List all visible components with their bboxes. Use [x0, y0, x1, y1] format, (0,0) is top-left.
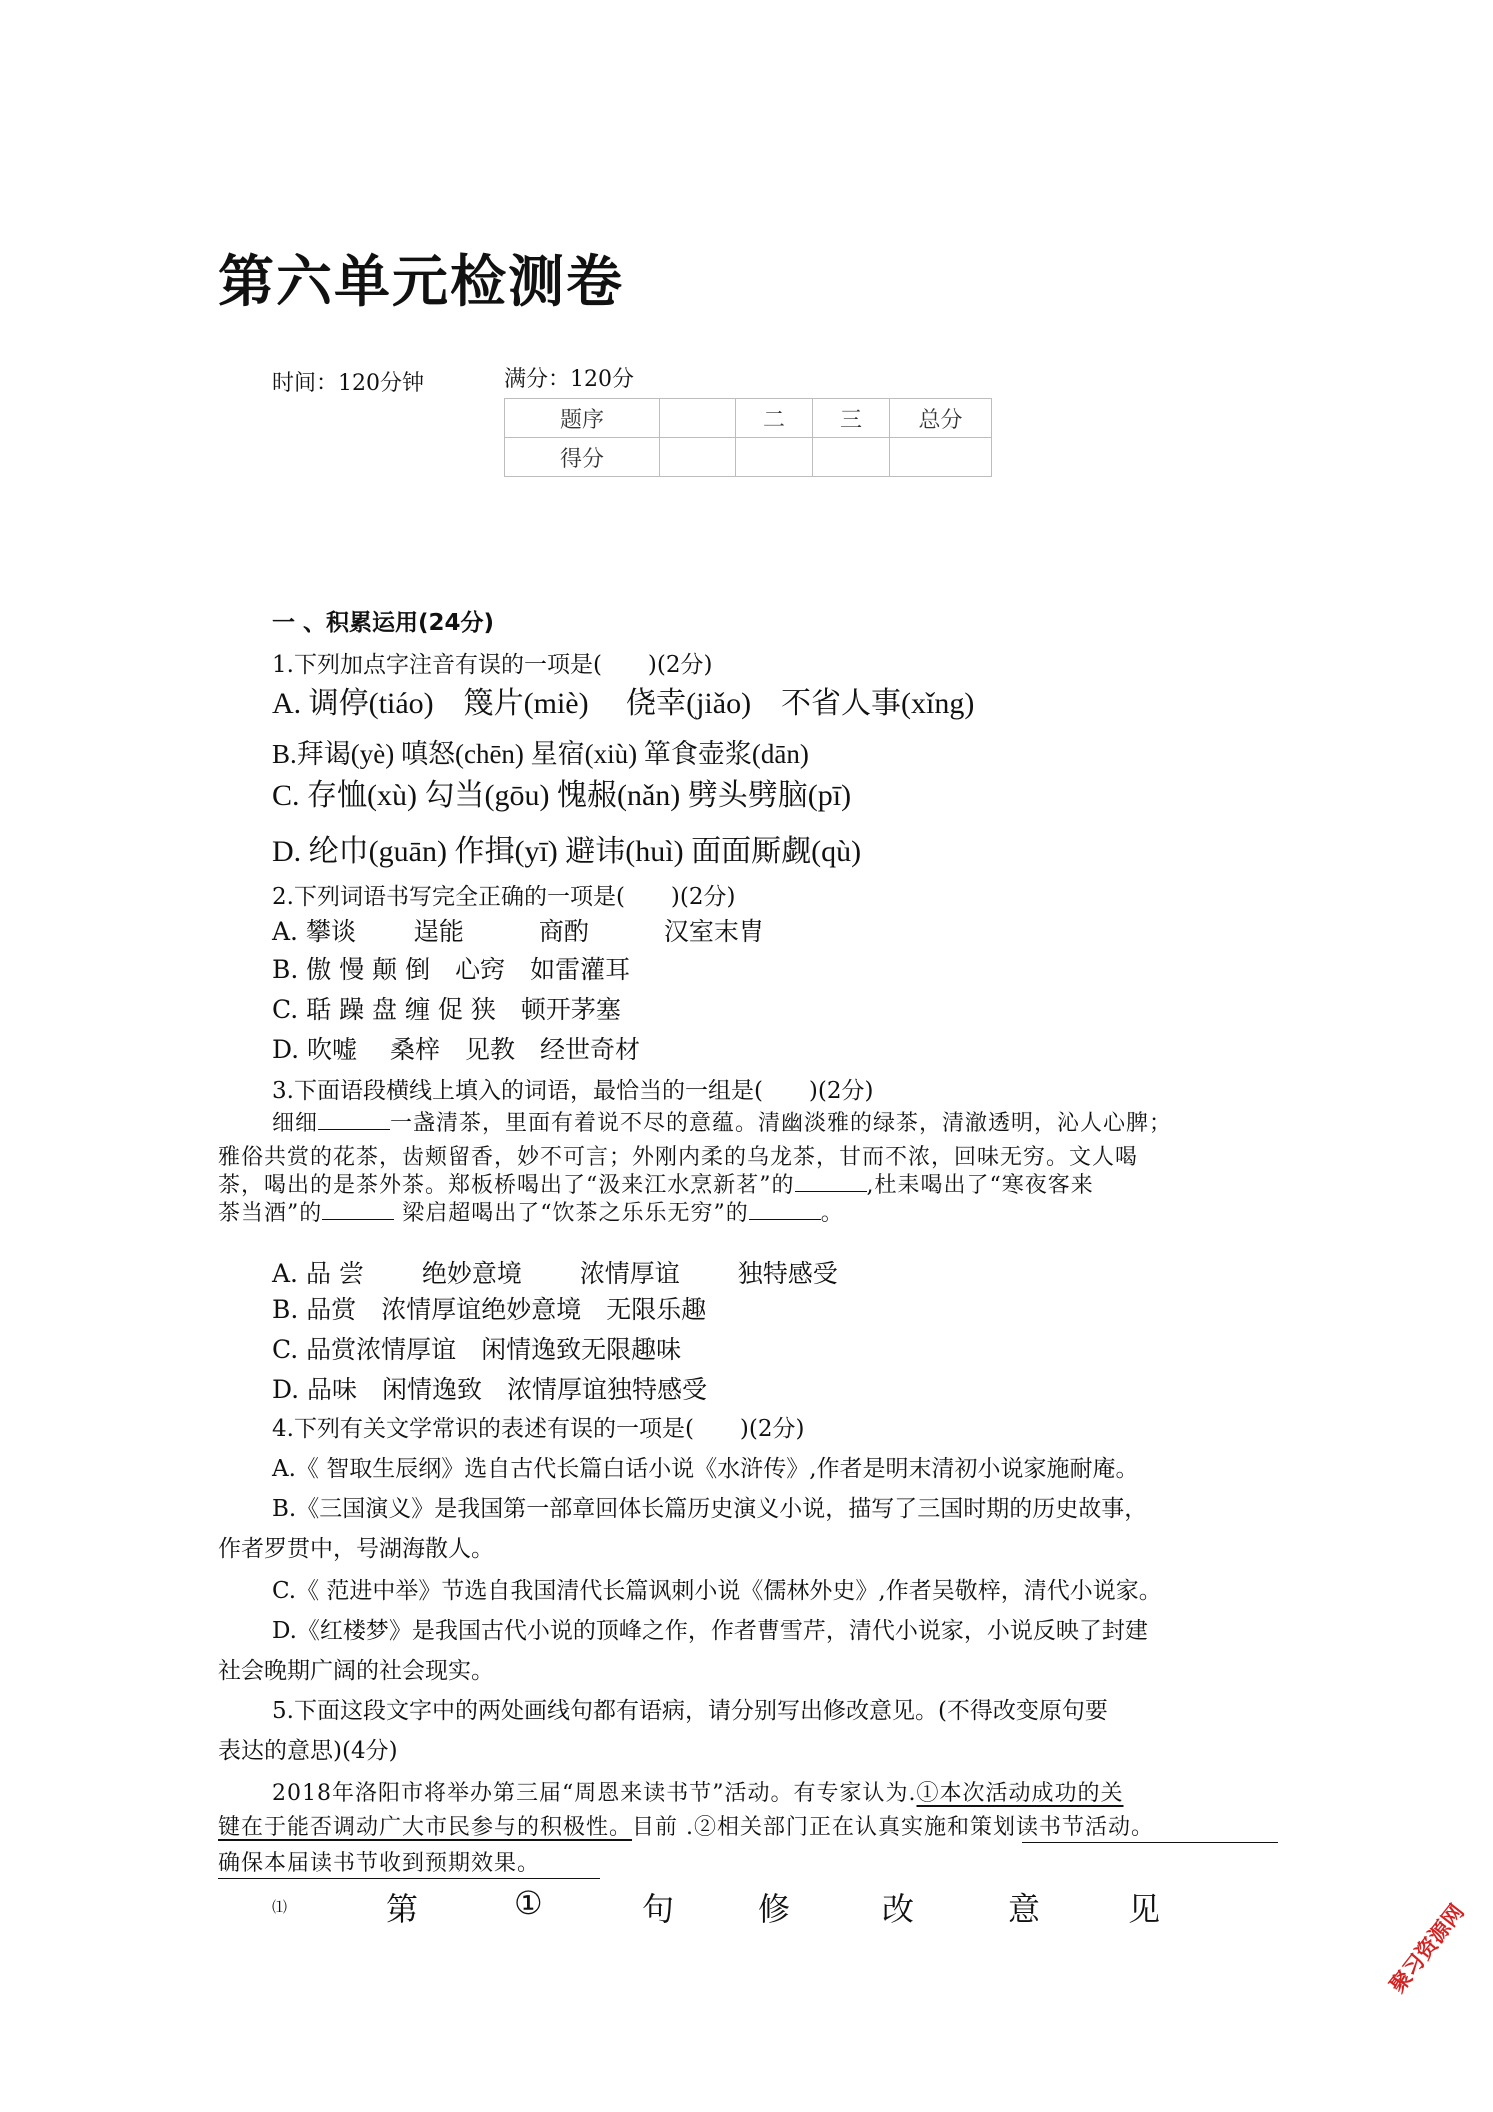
q3-passage-text: 一盏清茶，里面有着说不尽的意蕴。清幽淡雅的绿茶，清澈透明，沁人心脾；	[390, 1111, 1173, 1136]
page-title: 第六单元检测卷	[218, 250, 624, 315]
cell-score-total[interactable]	[890, 438, 992, 477]
q5-underlined-sentence-1: ①本次活动成功的关	[916, 1781, 1124, 1806]
q5-answer-char: 修	[758, 1890, 791, 1928]
q1-option-a: A. 调停(tiáo) 篾片(miè) 侥幸(jiǎo) 不省人事(xǐng)	[272, 687, 975, 720]
q2-stem: 2.下列词语书写完全正确的一项是( )(2分)	[272, 884, 736, 910]
watermark-stamp: 聚习资源网	[1385, 1899, 1469, 1998]
q2-option-c: C. 聒 躁 盘 缠 促 狭 顿开茅塞	[272, 995, 621, 1024]
q3-option-a: A. 品 尝 绝妙意境 浓情厚谊 独特感受	[272, 1259, 838, 1288]
q1-option-b: B.拜谒(yè) 嗔怒(chēn) 星宿(xiù) 箪食壶浆(dān)	[272, 739, 809, 769]
q5-underline-2b	[218, 1878, 600, 1879]
cell-section-2: 二	[736, 399, 813, 438]
q5-underlined-sentence-1: 键在于能否调动广大市民参与的积极性。	[218, 1815, 633, 1840]
q4-option-d-line1: D.《红楼梦》是我国古代小说的顶峰之作，作者曹雪芹，清代小说家，小说反映了封建	[272, 1618, 1148, 1644]
q5-passage-line1	[272, 1776, 1124, 1807]
q4-option-d-line2: 社会晚期广阔的社会现实。	[218, 1658, 494, 1684]
q5-answer-char: 句	[642, 1890, 675, 1928]
q1-option-c: C. 存恤(xù) 勾当(gōu) 愧赧(nǎn) 劈头劈脑(pī)	[272, 779, 852, 812]
q2-option-d: D. 吹嘘 桑梓 见教 经世奇材	[272, 1035, 640, 1064]
q3-blank-1[interactable]	[318, 1109, 390, 1130]
q4-option-c: C.《 范进中举》节选自我国清代长篇讽刺小说《儒林外史》,作者吴敬梓，清代小说家。	[272, 1578, 1162, 1604]
q5-answer-number: ⑴	[272, 1898, 288, 1916]
q5-passage-text: 目前 .	[632, 1815, 695, 1840]
q3-passage-line1	[272, 1106, 1172, 1137]
q3-passage-line4	[218, 1196, 844, 1227]
cell-score-label: 得分	[505, 438, 660, 477]
q3-blank-4[interactable]	[749, 1199, 821, 1220]
q5-answer-char: 第	[386, 1890, 419, 1928]
q4-option-b-line1: B.《三国演义》是我国第一部章回体长篇历史演义小说，描写了三国时期的历史故事，	[272, 1496, 1148, 1522]
q3-option-c: C. 品赏浓情厚谊 闲情逸致无限趣味	[272, 1335, 682, 1364]
cell-label: 题序	[505, 399, 660, 438]
q5-answer-char: 改	[882, 1890, 915, 1928]
q5-stem-line1: 5.下面这段文字中的两处画线句都有语病，请分别写出修改意见。(不得改变原句要	[272, 1698, 1108, 1724]
score-table-row-score	[505, 438, 992, 477]
q1-stem: 1.下列加点字注音有误的一项是( )(2分)	[272, 652, 713, 678]
cell-score-1[interactable]	[660, 438, 736, 477]
cell-section-3: 三	[813, 399, 890, 438]
q5-passage-line2	[218, 1810, 1154, 1841]
q4-option-a: A.《 智取生辰纲》选自古代长篇白话小说《水浒传》,作者是明末清初小说家施耐庵。	[272, 1456, 1139, 1482]
section-heading: 一 、积累运用(24分)	[272, 610, 495, 636]
score-table	[504, 398, 992, 477]
q3-option-b: B. 品赏 浓情厚谊绝妙意境 无限乐趣	[272, 1295, 707, 1324]
q3-passage-line2: 雅俗共赏的花茶，齿颊留香，妙不可言；外刚内柔的乌龙茶，甘而不浓，回味无穷。文人喝	[218, 1145, 1139, 1170]
q3-passage-text: 茶，喝出的是茶外茶。郑板桥喝出了“汲来江水烹新茗”的	[218, 1173, 795, 1198]
full-score: 满分：120分	[504, 367, 634, 392]
q3-stem: 3.下面语段横线上填入的词语，最恰当的一组是( )(2分)	[272, 1078, 874, 1104]
q5-underlined-sentence-2: ②相关部门正在认真实施和策划读书节活动。	[694, 1815, 1155, 1840]
q5-answer-char: 见	[1128, 1890, 1161, 1928]
q5-stem-line2: 表达的意思)(4分)	[218, 1738, 398, 1764]
q2-option-a: A. 攀谈 逞能 商酌 汉室末胄	[272, 917, 764, 946]
q3-passage-line3	[218, 1168, 1094, 1199]
time-limit: 时间：120分钟	[272, 371, 424, 396]
q3-passage-text: 茶当酒”的	[218, 1201, 323, 1226]
q5-passage-text: 2018年洛阳市将举办第三届“周恩来读书节”活动。有专家认为.	[272, 1781, 917, 1806]
q3-passage-text: 细细	[272, 1111, 319, 1136]
q1-option-d: D. 纶巾(guān) 作揖(yī) 避讳(huì) 面面厮觑(qù)	[272, 835, 862, 868]
cell-section-1	[660, 399, 736, 438]
q3-option-d: D. 品味 闲情逸致 浓情厚谊独特感受	[272, 1375, 708, 1404]
q3-passage-text: 梁启超喝出了“饮茶之乐乐无穷”的	[394, 1201, 749, 1226]
q3-passage-text: 。	[820, 1201, 844, 1226]
q5-underlined-sentence-2: 确保本届读书节收到预期效果。	[218, 1851, 541, 1876]
q2-option-b: B. 傲 慢 颠 倒 心窍 如雷灌耳	[272, 955, 631, 984]
q5-answer-char: ①	[514, 1884, 543, 1922]
q4-stem: 4.下列有关文学常识的表述有误的一项是( )(2分)	[272, 1416, 805, 1442]
q3-blank-2[interactable]	[795, 1171, 867, 1192]
cell-score-2[interactable]	[736, 438, 813, 477]
q3-passage-text: ,杜耒喝出了“寒夜客来	[866, 1173, 1094, 1198]
q5-underline-2a	[1022, 1842, 1278, 1843]
q4-option-b-line2: 作者罗贯中，号湖海散人。	[218, 1536, 494, 1562]
score-table-row-header	[505, 399, 992, 438]
q3-blank-3[interactable]	[322, 1199, 394, 1220]
cell-total: 总分	[890, 399, 992, 438]
cell-score-3[interactable]	[813, 438, 890, 477]
q5-answer-char: 意	[1008, 1890, 1041, 1928]
